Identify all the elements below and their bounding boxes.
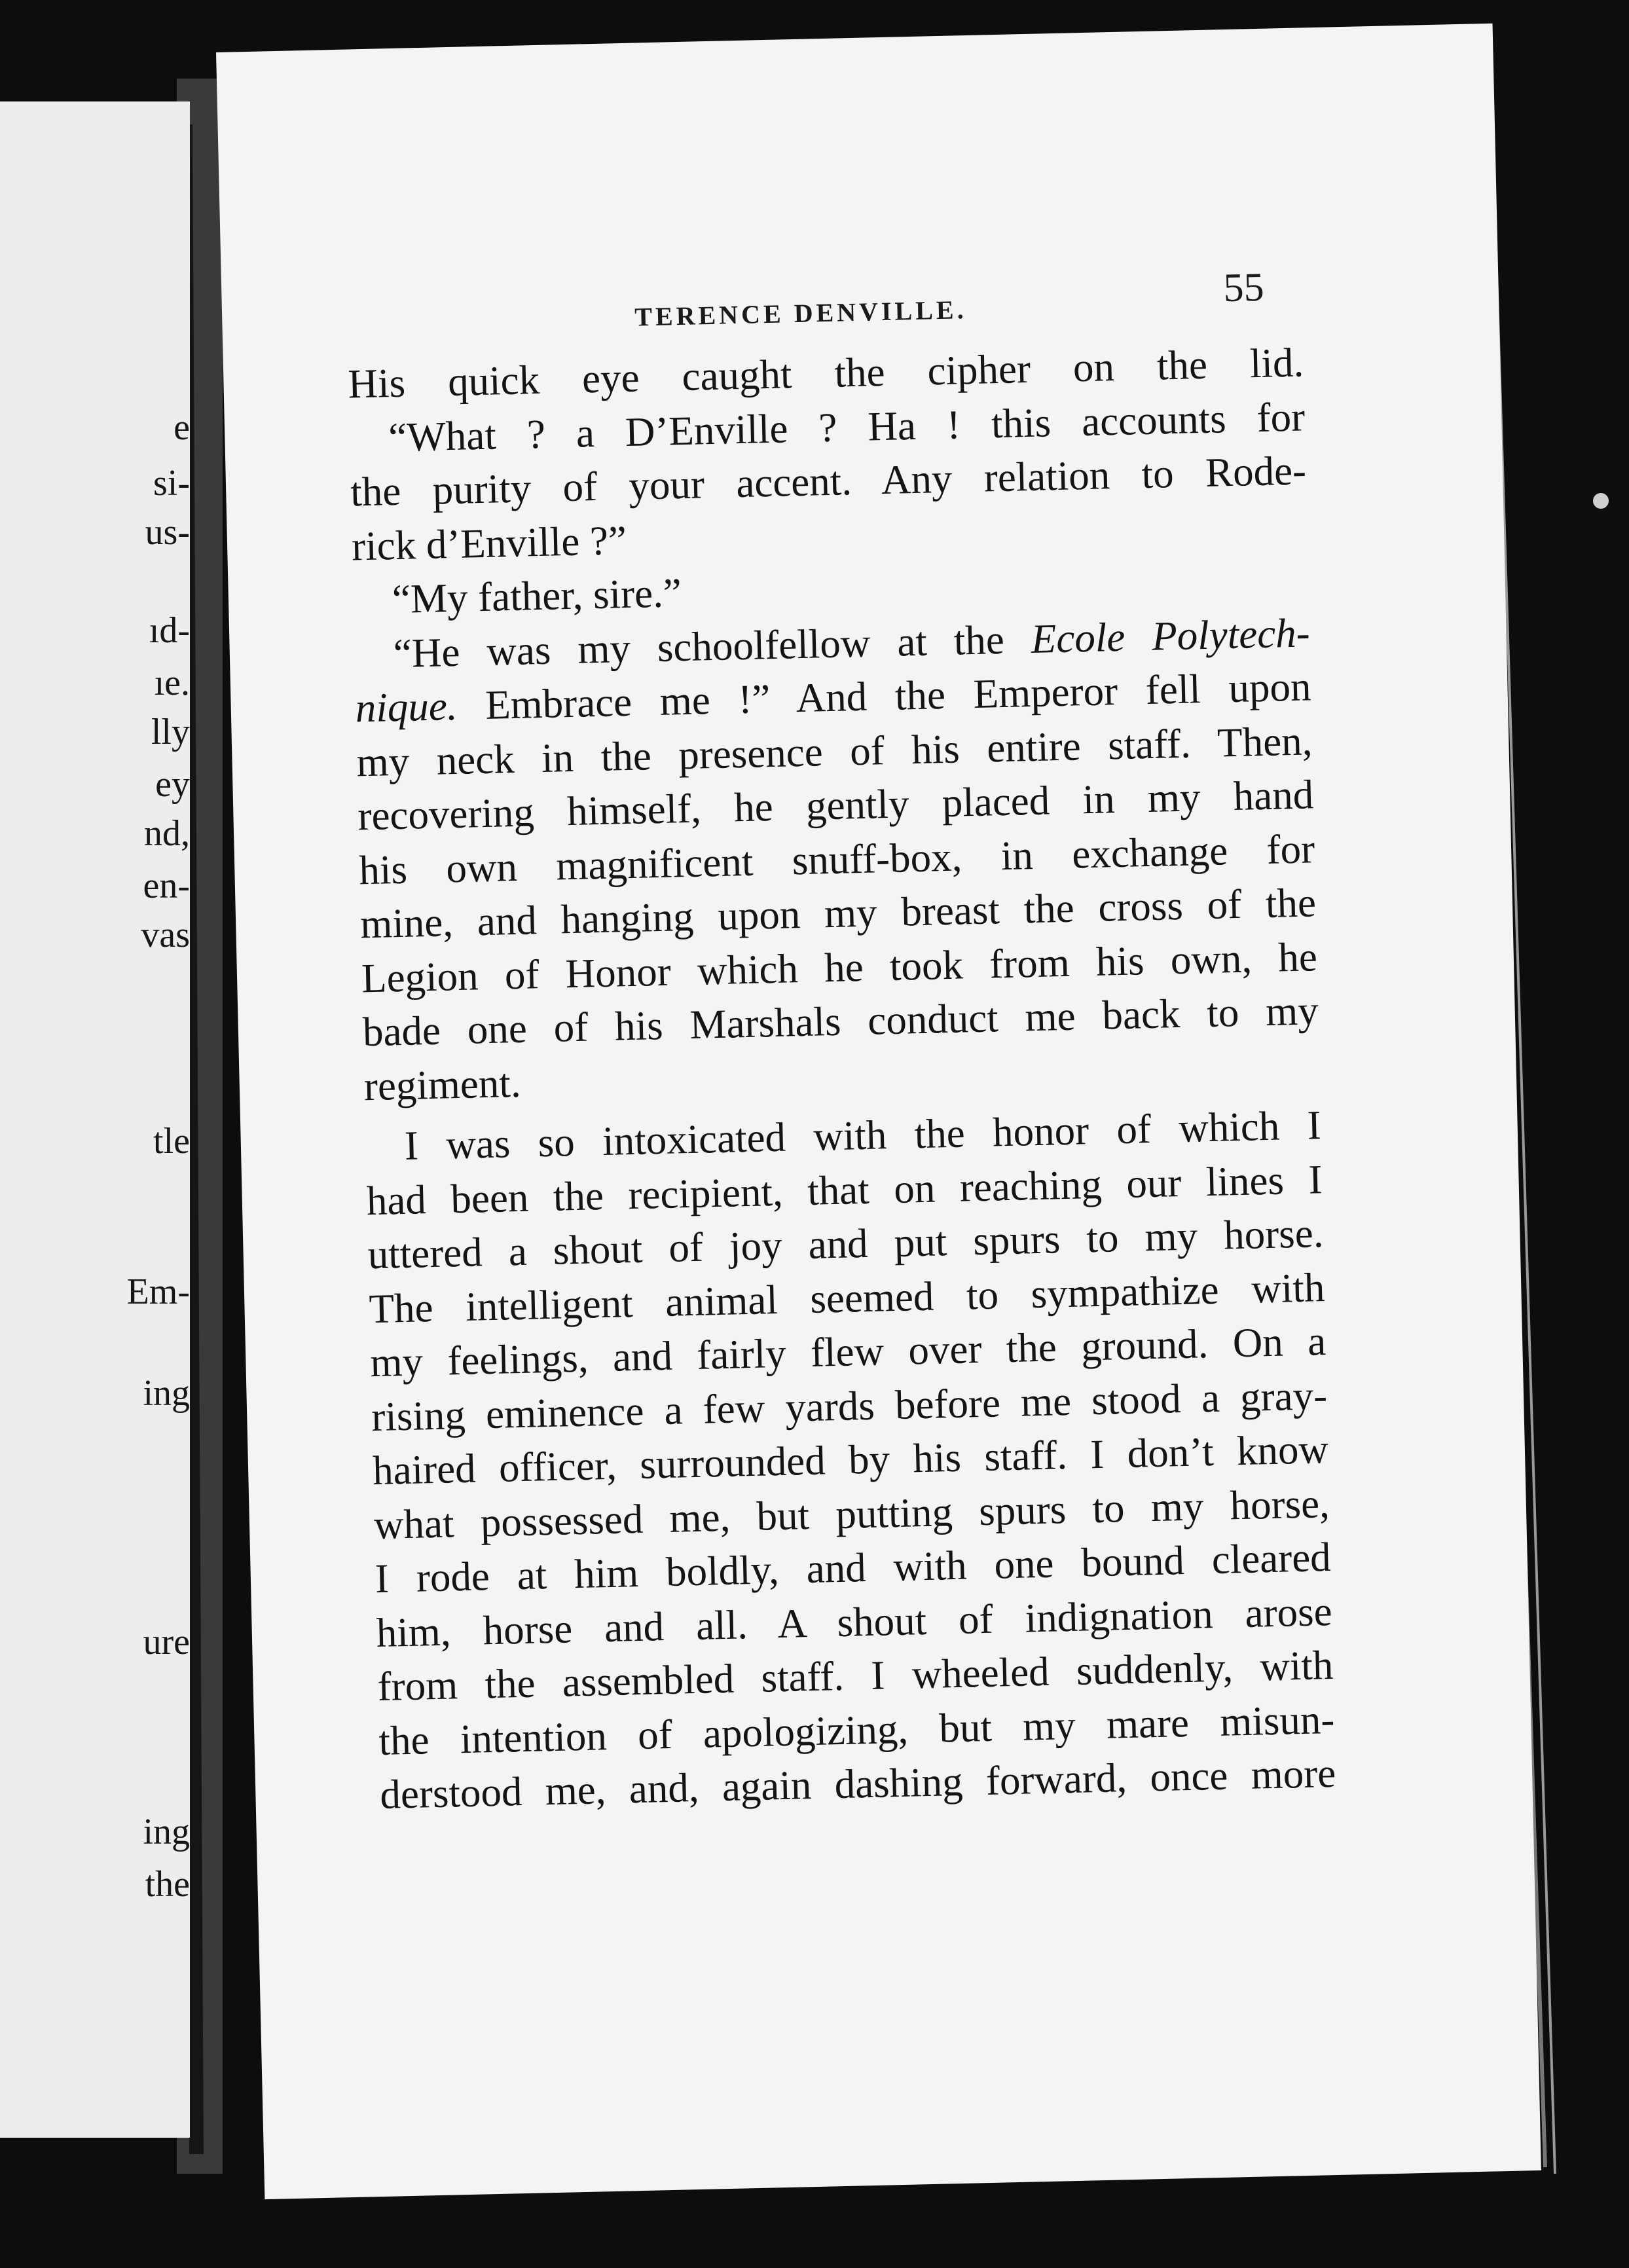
text-line: bade one of his Marshals conduct me back to my <box>362 987 1319 1055</box>
text-line: recovering himself, he gently placed in my hand <box>357 771 1314 839</box>
text-line: His quick eye caught the cipher on the lid. <box>347 339 1304 407</box>
text-line: I was so intoxicated with the honor of which I <box>404 1102 1322 1169</box>
text-line: rising eminence a few yards before me stood a gray- <box>371 1372 1328 1440</box>
text-run: Embrace me !” And the Emperor fell upon <box>456 663 1312 729</box>
text-line: I rode at him boldly, and with one bound cleared <box>375 1533 1332 1602</box>
left-page-fragment: si- <box>153 463 190 503</box>
text-line: rick d’Enville ?” <box>351 517 627 569</box>
left-page-fragment: ing <box>143 1373 190 1414</box>
text-line: “What ? a D’Enville ? Ha ! this accounts for <box>388 393 1306 460</box>
text-run: “He was my schoolfellow at the <box>393 615 1032 676</box>
text-line: the intention of apologizing, but my mare misun- <box>378 1696 1335 1764</box>
italic-run: Ecole Polytech- <box>1030 609 1311 662</box>
left-page-fragment: ure <box>143 1622 190 1662</box>
page-number: 55 <box>1222 265 1265 311</box>
text-line: The intelligent animal seemed to sympathize with <box>368 1264 1326 1332</box>
left-page-fragment: vas <box>141 915 190 955</box>
text-line: derstood me, and, again dashing forward, once more <box>379 1749 1336 1818</box>
facing-left-page <box>0 101 190 2138</box>
italic-run: nique. <box>354 682 458 731</box>
book-page <box>216 24 1541 2199</box>
left-page-fragment: ey <box>155 764 190 805</box>
text-line: regiment. <box>363 1059 522 1109</box>
left-page-fragment: nd, <box>144 813 190 854</box>
text-line: the purity of your accent. Any relation to Rode- <box>350 447 1307 515</box>
text-line: “My father, sire.” <box>392 570 682 623</box>
left-page-fragment: tle <box>153 1121 190 1161</box>
page-body <box>348 335 1336 1821</box>
text-line: Legion of Honor which he took from his own, he <box>361 933 1318 1001</box>
left-page-fragment: ıe. <box>154 663 190 703</box>
text-line: mine, and hanging upon my breast the cross of the <box>359 879 1317 947</box>
running-head: TERENCE DENVILLE. <box>634 295 968 332</box>
left-page-fragment: lly <box>151 712 190 752</box>
text-line: had been the recipient, that on reaching our lines I <box>366 1156 1323 1224</box>
left-page-fragment: ing <box>143 1812 190 1852</box>
left-page-fragment: us- <box>145 512 190 553</box>
left-page-fragment: the <box>145 1864 190 1905</box>
text-line: my neck in the presence of his entire staff. Then, <box>356 717 1313 785</box>
text-line: his own magnificent snuff-box, in exchange for <box>358 825 1315 893</box>
text-line: haired officer, surrounded by his staff. I don’t know <box>372 1426 1329 1494</box>
left-page-fragment: Em- <box>126 1271 190 1312</box>
text-line: from the assembled staff. I wheeled suddenly, with <box>376 1641 1334 1710</box>
left-page-fragment: e <box>174 407 190 448</box>
text-line: what possessed me, but putting spurs to my horse, <box>373 1480 1330 1548</box>
text-line: him, horse and all. A shout of indignation arose <box>376 1588 1333 1656</box>
left-page-fragment: ıd- <box>149 610 190 651</box>
text-line: my feelings, and fairly flew over the ground. On a <box>369 1318 1327 1386</box>
left-page-fragment: en- <box>143 866 190 906</box>
text-line: uttered a shout of joy and put spurs to my horse. <box>367 1210 1325 1278</box>
